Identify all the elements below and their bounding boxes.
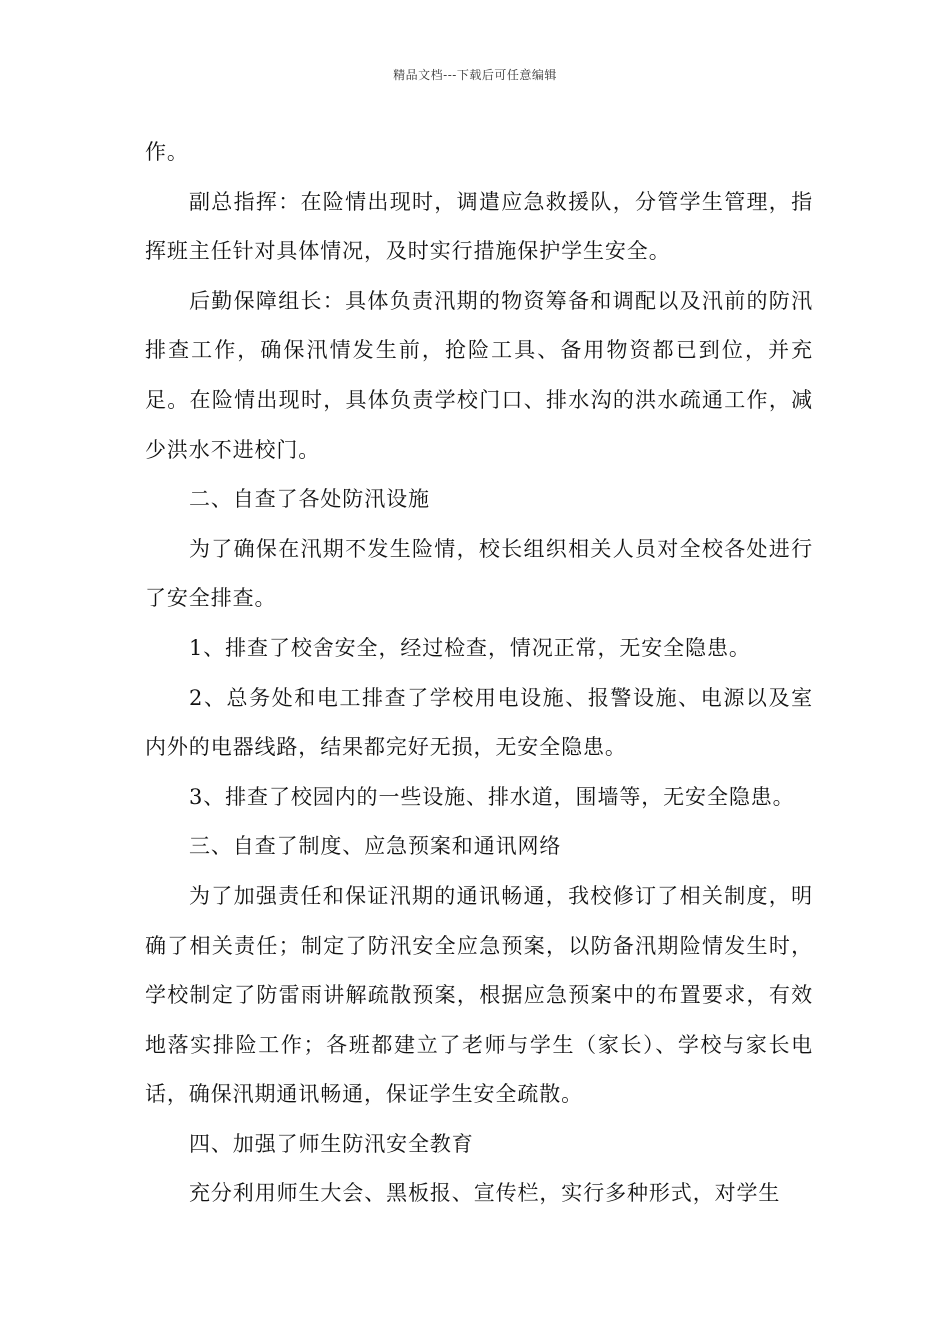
section-heading-4: 四、加强了师生防汛安全教育	[189, 1131, 474, 1156]
document-body	[145, 128, 813, 1219]
paragraph-education: 充分利用师生大会、黑板报、宣传栏，实行多种形式，对学生	[189, 1181, 781, 1206]
paragraph-communication: 为了加强责任和保证汛期的通讯畅通，我校修订了相关制度，明确了相关责任；制定了防汛安全应急预案，以防备汛期险情发生时，学校制定了防雷雨讲解疏散预案，根据应急预案中的布置要求，有效地落实排险工作；各班都建立了老师与学生（家长）、学校与家长电话，确保汛期通讯畅通，保证学生安全疏散。	[145, 883, 813, 1107]
list-item-2: 2、总务处和电工排查了学校用电设施、报警设施、电源以及室内外的电器线路，结果都完好无损，无安全隐患。	[145, 685, 813, 760]
list-item-3: 3、排查了校园内的一些设施、排水道，围墙等，无安全隐患。	[189, 784, 795, 809]
paragraph-deputy-commander: 副总指挥：在险情出现时，调遣应急救援队，分管学生管理，指挥班主任针对具体情况，及时实行措施保护学生安全。	[145, 189, 813, 264]
paragraph-inspection-intro: 为了确保在汛期不发生险情，校长组织相关人员对全校各处进行了安全排查。	[145, 536, 813, 611]
page-header: 精品文档---下载后可任意编辑	[393, 68, 557, 82]
section-heading-2: 二、自查了各处防汛设施	[189, 487, 430, 512]
paragraph-logistics-leader: 后勤保障组长：具体负责汛期的物资筹备和调配以及汛前的防汛排查工作，确保汛情发生前，抢险工具、备用物资都已到位，并充足。在险情出现时，具体负责学校门口、排水沟的洪水疏通工作，减少洪水不进校门。	[145, 288, 813, 462]
list-item-1: 1、排查了校舍安全，经过检查，情况正常，无安全隐患。	[189, 635, 751, 660]
section-heading-3: 三、自查了制度、应急预案和通讯网络	[189, 834, 562, 859]
paragraph-continuation: 作。	[145, 140, 189, 164]
